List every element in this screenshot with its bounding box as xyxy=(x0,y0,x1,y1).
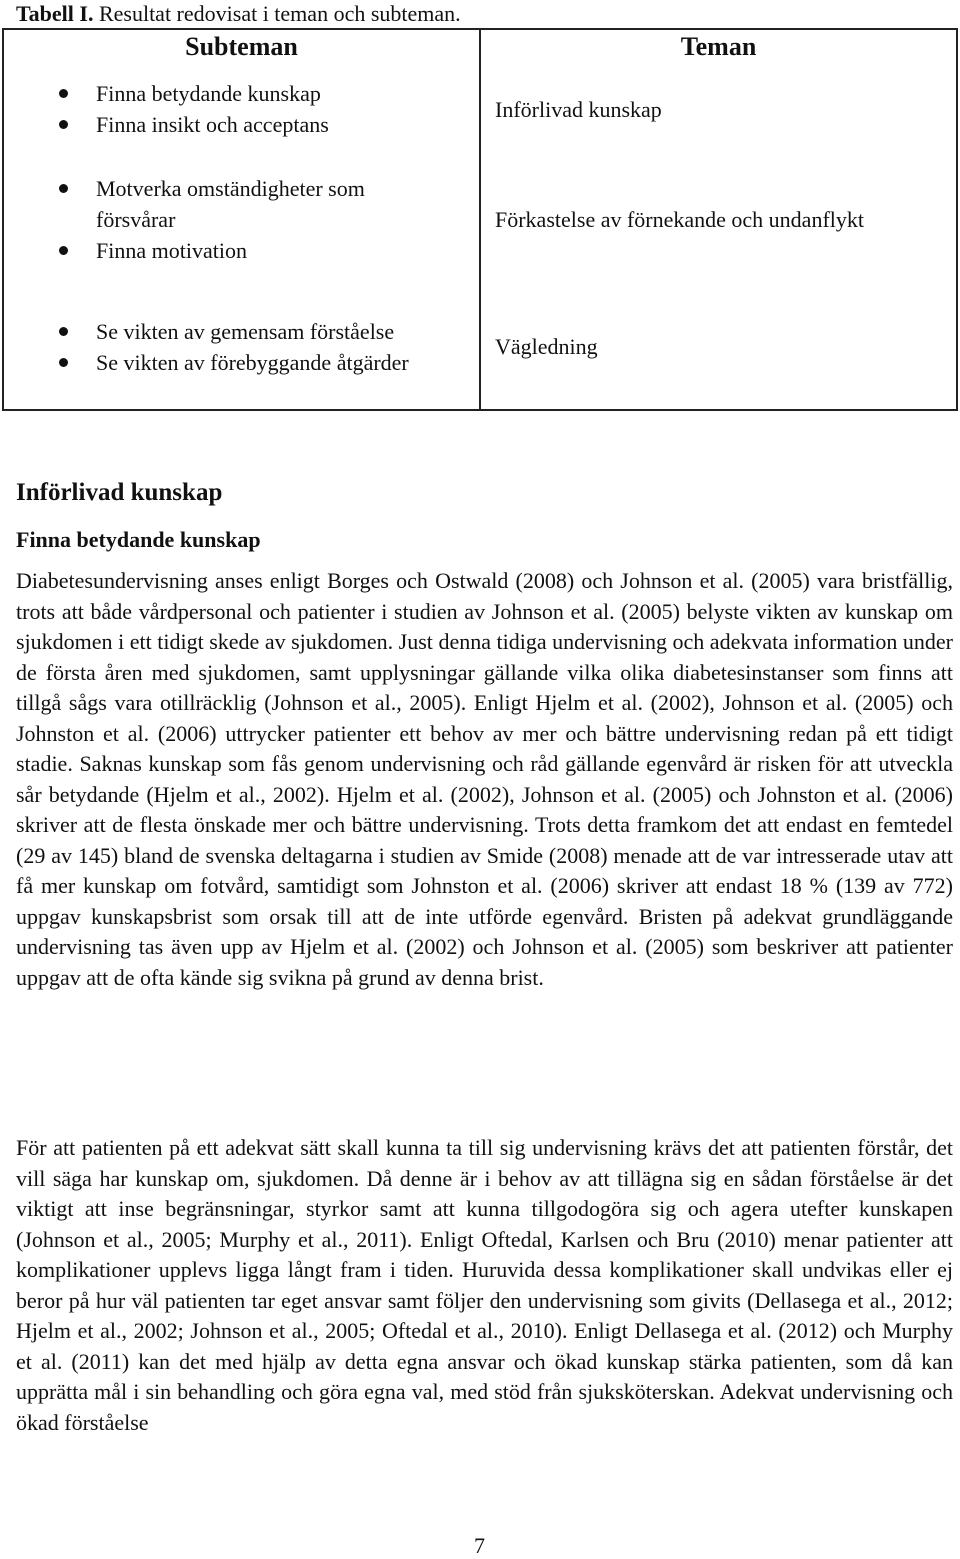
table-row xyxy=(3,64,957,154)
page-number: 7 xyxy=(474,1533,485,1558)
subtheme-item: Se vikten av förebyggande åtgärder xyxy=(96,347,436,378)
table-row xyxy=(3,285,957,410)
subtheme-item: Finna insikt och acceptans xyxy=(96,109,479,140)
table-caption-label: Tabell I. xyxy=(16,1,94,26)
subtheme-list xyxy=(4,78,479,140)
theme-label: Införlivad kunskap xyxy=(495,96,662,122)
body-paragraph: För att patienten på ett adekvat sätt skall kunna ta till sig undervisning krävs det att patienten förstår, det vill säga har kunskap om, sjukdomen. Då denne är i behov av att tillägna sig en sådan förståelse är det viktigt att inse begränsningar, styrkor samt att kunna tillgodogöra sig och agera utefter kunskapen (Johnson et al., 2005; Murphy et al., 2011). Enligt Oftedal, Karlsen och Bru (2010) menar patienter att komplikationer upplevs ligga långt fram i tiden. Huruvida dessa komplikationer skall undvikas eller ej beror på hur väl patienten tar eget ansvar samt följer den undervisning som givits (Dellasega et al., 2012; Hjelm et al., 2002; Johnson et al., 2005; Oftedal et al., 2010). Enligt Dellasega et al. (2012) och Murphy et al. (2011) kan det med hjälp av detta egna ansvar och ökad kunskap stärka patienten, som då kan upprätta mål i sin behandling och göra egna val, med stöd från sjuksköterskan. Adekvat undervisning och ökad förståelse xyxy=(16,1135,953,1435)
subsection-heading: Finna betydande kunskap xyxy=(16,527,261,552)
header-theme: Teman xyxy=(480,29,957,64)
subtheme-item: Motverka omständigheter som försvårar xyxy=(96,173,436,235)
subtheme-item: Finna motivation xyxy=(96,235,436,266)
body-paragraph: Diabetesundervisning anses enligt Borges och Ostwald (2008) och Johnson et al. (2005) vara bristfällig, trots att både vårdpersonal och patienter i studien av Johnson et al. (2005) belyste vikten av kunskap om sjukdomen i ett tidigt skede av sjukdomen. Just denna tidiga undervisning och adekvata information under de första åren med sjukdomen, samt upplysningar gällande vilka olika diabetesinstanser som finns att tillgå sågs vara otillräcklig (Johnson et al., 2005). Enligt Hjelm et al. (2002), Johnson et al. (2005) och Johnston et al. (2006) uttrycker patienter ett behov av mer och bättre undervisning redan på ett tidigt stadie. Saknas kunskap som fås genom undervisning och råd gällande egenvård är risken för att utveckla sår betydande (Hjelm et al., 2002). Hjelm et al. (2002), Johnson et al. (2005) och Johnston et al. (2006) skriver att de flesta önskade mer och bättre undervisning. Trots detta framkom det att endast en femtedel (29 av 145) bland de svenska deltagarna i studien av Smide (2008) menade att de var intresserade utav att få mer kunskap om fotvård, samtidigt som Johnston et al. (2006) skriver att endast 18 % (139 av 772) uppgav kunskapsbrist som orsak till att de inte utförde egenvård. Bristen på adekvat grundläggande undervisning tas även upp av Hjelm et al. (2002) och Johnson et al. (2005) som beskriver att patienter uppgav att de ofta kände sig svikna på grund av denna brist. xyxy=(16,568,953,990)
subtheme-item: Finna betydande kunskap xyxy=(96,78,479,109)
table-caption xyxy=(16,0,461,28)
theme-cell xyxy=(480,285,957,410)
subtheme-cell xyxy=(3,64,480,154)
subtheme-item: Se vikten av gemensam förståelse xyxy=(96,316,436,347)
subtheme-list xyxy=(4,173,436,266)
subtheme-cell xyxy=(3,154,480,284)
themes-table xyxy=(2,28,958,411)
theme-label: Förkastelse av förnekande och undanflykt xyxy=(495,206,864,232)
subtheme-cell xyxy=(3,285,480,410)
table-row xyxy=(3,154,957,284)
table-caption-text: Resultat redovisat i teman och subteman. xyxy=(98,1,461,26)
table-header-row xyxy=(3,29,957,64)
theme-label: Vägledning xyxy=(495,334,598,360)
section-heading: Införlivad kunskap xyxy=(16,479,223,506)
subtheme-list xyxy=(4,316,436,378)
header-subtheme: Subteman xyxy=(3,29,480,64)
theme-cell xyxy=(480,154,957,284)
theme-cell xyxy=(480,64,957,154)
